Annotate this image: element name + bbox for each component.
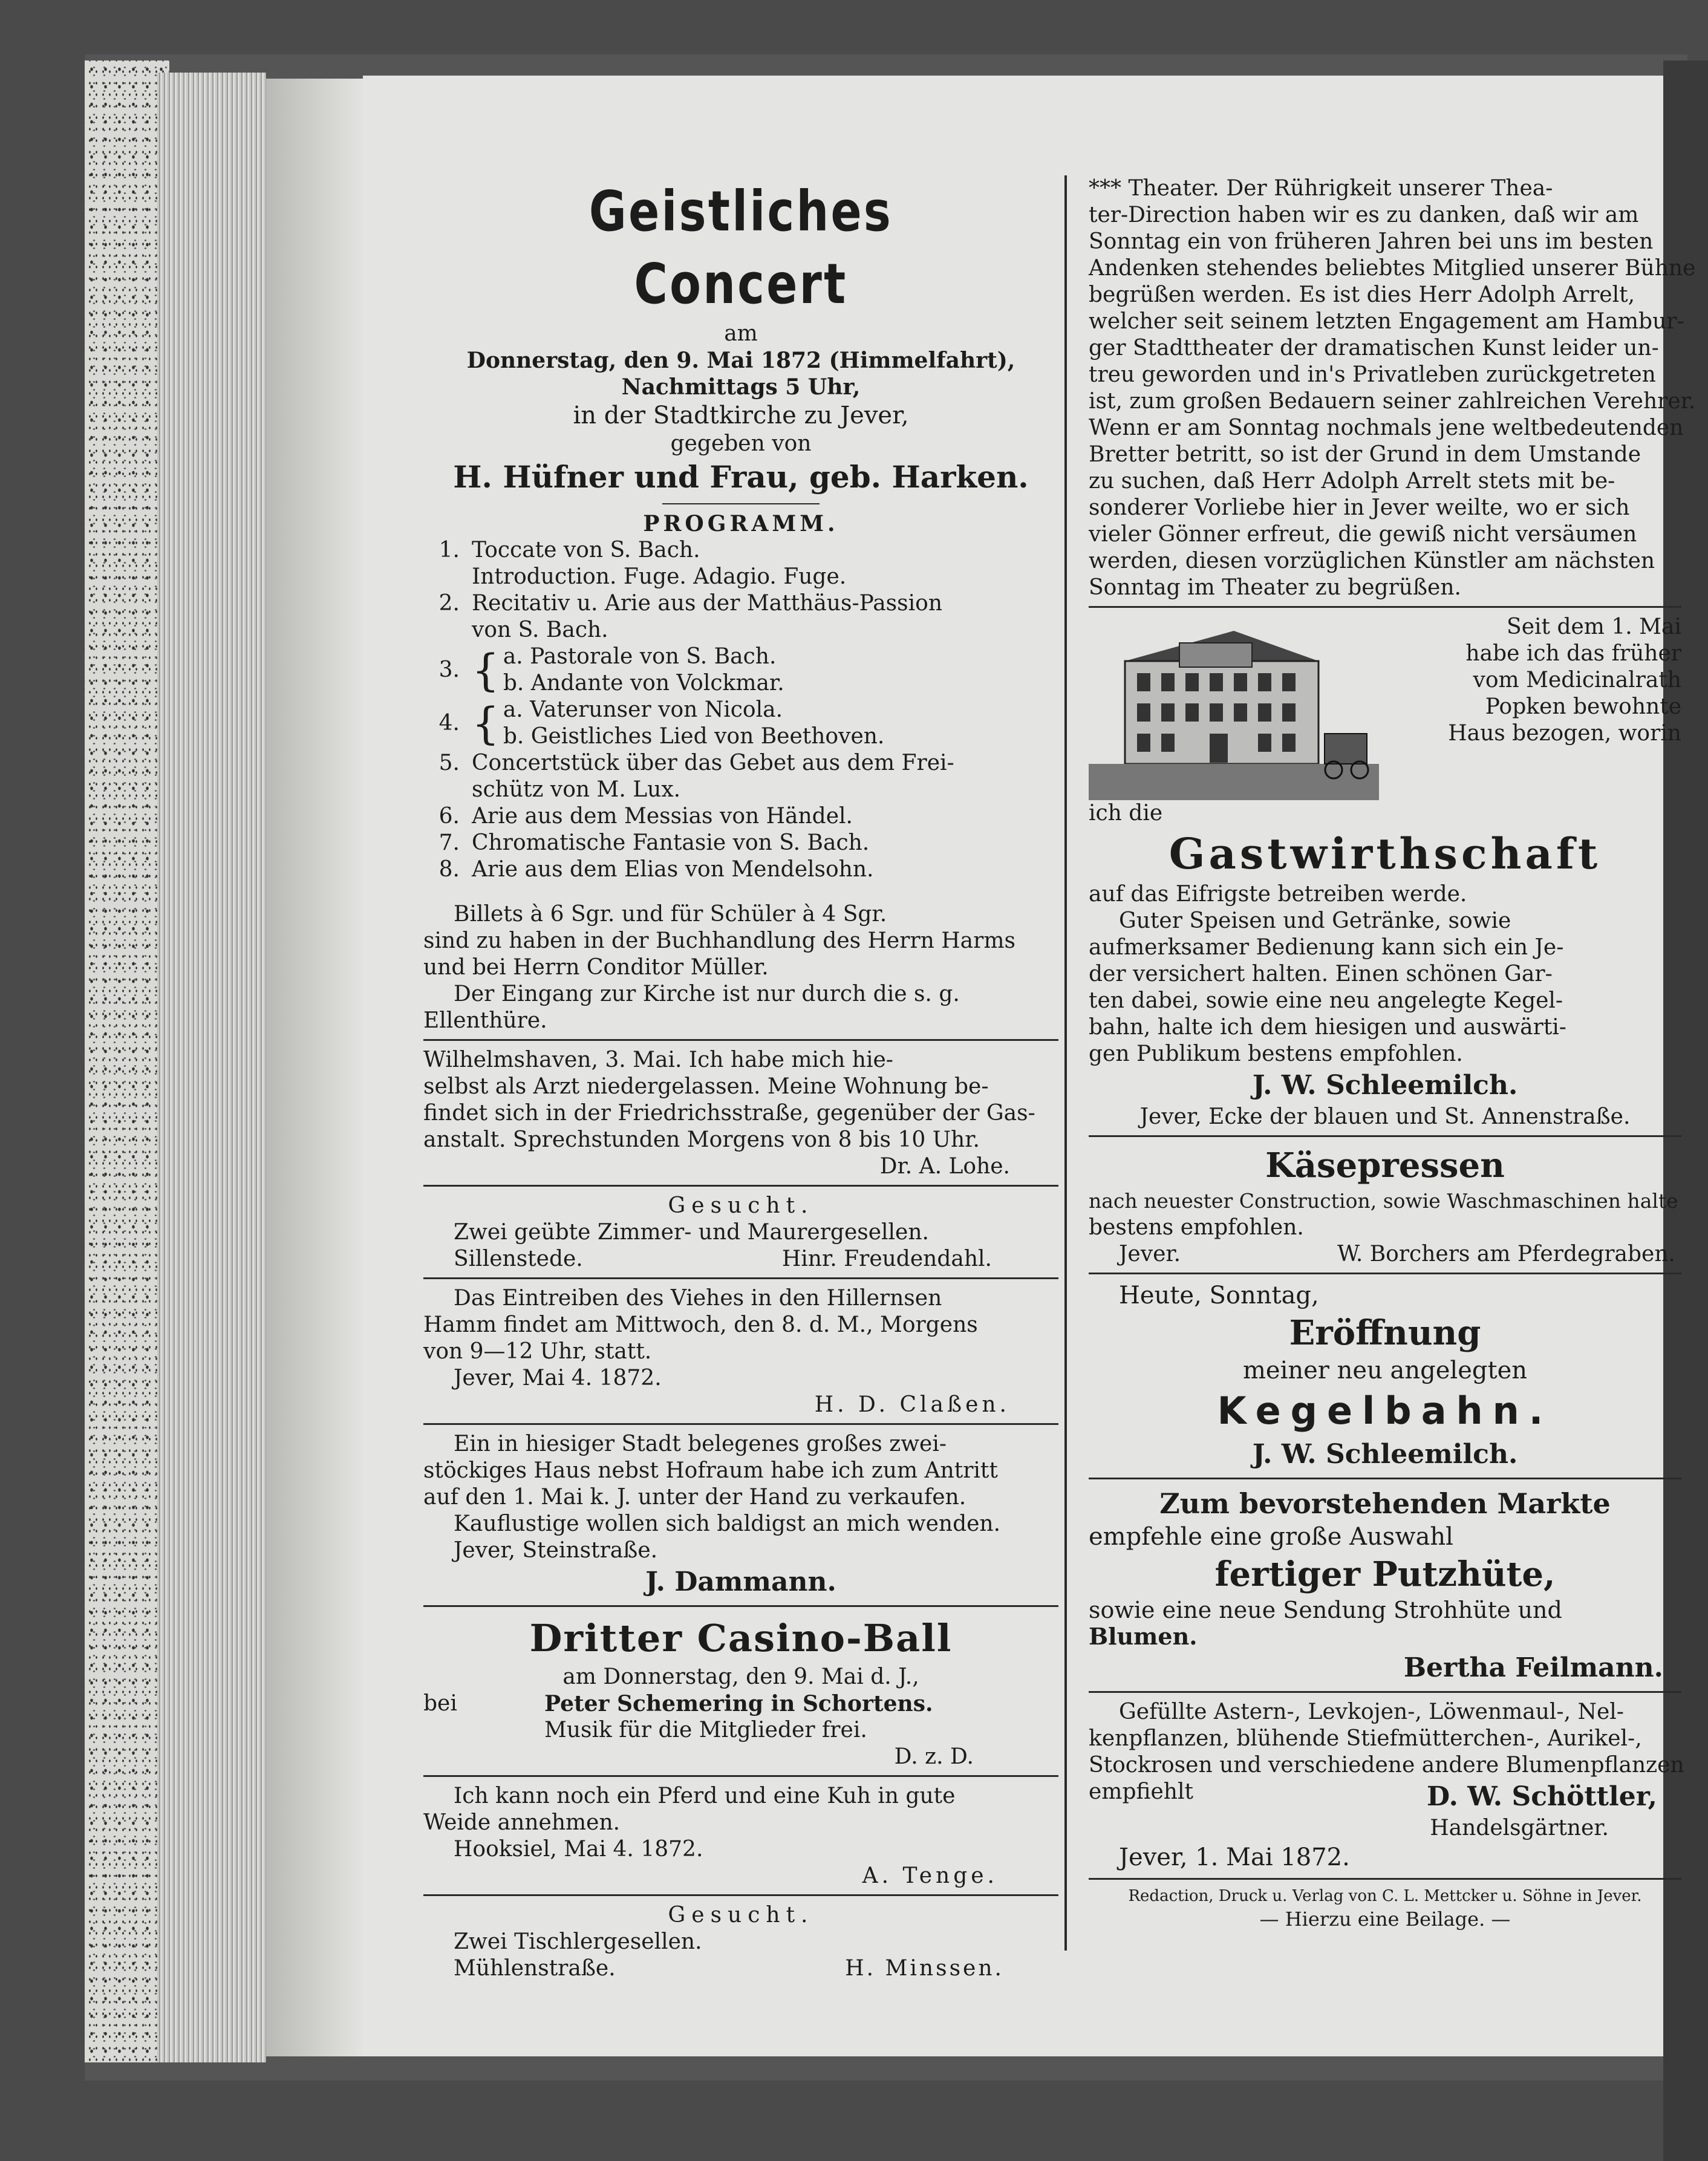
short-rule — [662, 503, 820, 504]
text-line: begrüßen werden. Es ist dies Herr Adolph Arrelt, — [1089, 282, 1635, 307]
tickets-line: sind zu haben in der Buchhandlung des Herrn Harms — [423, 928, 1015, 953]
text-line — [1089, 1241, 1681, 1268]
text-line: Ein in hiesiger Stadt belegenes großes zwei- — [454, 1432, 947, 1456]
text-line: stöckiges Haus nebst Hofraum habe ich zum Antritt — [423, 1458, 998, 1483]
text-line: Heute, Sonntag, — [1119, 1282, 1319, 1309]
section-rule — [423, 1039, 1058, 1041]
text-line: Weide annehmen. — [423, 1810, 621, 1835]
signature: J. Dammann. — [645, 1566, 836, 1597]
program-list — [423, 537, 1058, 883]
program-line: Arie aus dem Elias von Mendelsohn. — [472, 857, 874, 882]
text-line: treu geworden und in's Privatleben zurückgetreten — [1089, 362, 1656, 387]
program-item — [423, 537, 1058, 590]
kegelbahn-ad — [1089, 1280, 1681, 1473]
text-line: Sonntag ein von früheren Jahren bei uns im besten — [1089, 229, 1654, 254]
hotel-illustration — [1089, 619, 1379, 800]
concert-am: am — [724, 321, 758, 346]
program-num: 1. — [438, 538, 460, 562]
ball-venue: Peter Schemering in Schortens. — [544, 1691, 933, 1716]
tickets-line: und bei Herrn Conditor Müller. — [423, 955, 769, 980]
signature: Bertha Feilmann. — [1403, 1652, 1663, 1683]
program-item — [423, 830, 1058, 856]
concert-performers: H. Hüfner und Frau, geb. Harken. — [453, 459, 1029, 495]
page-edges — [157, 73, 266, 2062]
text-line: ger Stadttheater der dramatischen Kunst leider un- — [1089, 336, 1659, 360]
program-line: Concertstück über das Gebet aus dem Frei- — [472, 751, 954, 775]
program-item — [423, 856, 1058, 883]
text-line: *** Theater. Der Rührigkeit unserer Thea- — [1089, 176, 1553, 201]
text-line: findet sich in der Friedrichsstraße, gegenüber der Gas- — [423, 1101, 1035, 1126]
text-line: aufmerksamer Bedienung kann sich ein Je- — [1089, 935, 1564, 960]
place: Sillenstede. — [454, 1247, 583, 1271]
text-line: Wilhelmshaven, 3. Mai. Ich habe mich hie- — [423, 1048, 893, 1072]
tickets-line: Billets à 6 Sgr. und für Schüler à 4 Sgr. — [454, 902, 887, 927]
text-line: bahn, halte ich dem hiesigen und auswärti- — [1089, 1015, 1566, 1040]
program-line: Toccate von S. Bach. — [472, 538, 700, 562]
section-rule — [423, 1185, 1058, 1187]
text-line: Andenken stehendes beliebtes Mitglied unserer Bühne — [1089, 256, 1696, 281]
text-line: Bretter betritt, so ist der Grund in dem Umstande — [1089, 442, 1641, 467]
section-rule — [1089, 1878, 1681, 1880]
section-rule — [1089, 606, 1681, 608]
brace-icon: { — [472, 645, 500, 696]
concert-ad — [423, 175, 1058, 1034]
program-num: 3. — [438, 657, 460, 682]
text-line: vieler Gönner erfreut, die gewiß nicht versäumen — [1089, 522, 1637, 547]
concert-title: Geistliches Concert — [588, 179, 893, 316]
text-line: bestens empfohlen. — [1089, 1215, 1304, 1240]
program-num: 4. — [438, 711, 460, 735]
text-line — [423, 1246, 1058, 1273]
text-line: Blumen. — [1089, 1623, 1198, 1650]
program-item — [423, 697, 1058, 750]
signature: J. W. Schleemilch. — [1252, 1439, 1518, 1470]
text-line: Seit dem 1. Mai — [1507, 614, 1681, 639]
text-line: auf das Eifrigste betreiben werde. — [1089, 882, 1467, 907]
signature: Dr. A. Lohe. — [879, 1154, 1010, 1179]
text-line: ich die — [1089, 801, 1163, 826]
blumen-ad — [1089, 1699, 1684, 1842]
gesucht-ad-2 — [423, 1902, 1058, 1982]
entrance-line: Der Eingang zur Kirche ist nur durch die s. g. — [454, 982, 960, 1006]
gastwirthschaft-title: Gastwirthschaft — [1169, 829, 1602, 879]
brace-icon: { — [472, 698, 500, 749]
text-line: gen Publikum bestens empfohlen. — [1089, 1041, 1463, 1066]
ball-date: am Donnerstag, den 9. Mai d. J., — [562, 1664, 919, 1689]
text-line: empfiehlt — [1089, 1779, 1193, 1804]
program-num: 5. — [438, 751, 460, 775]
text-line: welcher seit seinem letzten Engagement am Hambur- — [1089, 309, 1684, 334]
ball-venue-line — [423, 1690, 1058, 1717]
program-num: 7. — [438, 830, 460, 855]
date: Jever, Mai 4. 1872. — [454, 1366, 662, 1390]
program-line: Introduction. Fuge. Adagio. Fuge. — [472, 564, 847, 589]
left-column — [423, 175, 1058, 1982]
putzhuete-title: fertiger Putzhüte, — [1214, 1554, 1556, 1594]
program-num: 6. — [438, 804, 460, 829]
section-rule — [423, 1423, 1058, 1425]
program-item — [423, 644, 1058, 697]
text-line: kenpflanzen, blühende Stiefmütterchen-, Aurikel-, — [1089, 1726, 1642, 1751]
text-line: sowie eine neue Sendung Strohhüte und — [1089, 1597, 1562, 1623]
text-line: ter-Direction haben wir es zu danken, daß wir am — [1089, 203, 1639, 227]
text-line: vom Medicinalrath — [1473, 668, 1681, 693]
program-line: a. Pastorale von S. Bach. — [503, 644, 777, 669]
text-line: der versichert halten. Einen schönen Gar- — [1089, 962, 1553, 986]
markt-ad — [1089, 1485, 1681, 1686]
signature: D. z. D. — [894, 1744, 974, 1769]
kaesepressen-title: Käsepressen — [1265, 1146, 1505, 1185]
text-line: meiner neu angelegten — [1242, 1357, 1528, 1384]
place: Jever. — [1119, 1242, 1181, 1266]
programm-heading: PROGRAMM. — [643, 511, 839, 536]
text-line: Hamm findet am Mittwoch, den 8. d. M., Morgens — [423, 1312, 978, 1337]
gesucht-ad-1 — [423, 1193, 1058, 1273]
signature: D. W. Schöttler, — [1427, 1781, 1657, 1812]
section-rule — [1089, 1135, 1681, 1137]
text-line: Popken bewohnte — [1485, 694, 1681, 719]
concert-place: in der Stadtkirche zu Jever, — [573, 402, 909, 429]
markt-title: Zum bevorstehenden Markte — [1159, 1487, 1611, 1520]
text-line: Stockrosen und verschiedene andere Blumenpflanzen — [1089, 1753, 1684, 1778]
text-line: Kauflustige wollen sich baldigst an mich wenden. — [454, 1511, 1001, 1536]
gastwirthschaft-ad — [1089, 614, 1681, 1130]
text-line: Ich kann noch ein Pferd und eine Kuh in gute — [454, 1784, 956, 1808]
vieh-ad — [423, 1285, 1058, 1418]
signature: A. Tenge. — [862, 1863, 998, 1888]
text-line: Jever, Steinstraße. — [454, 1538, 658, 1563]
ad-heading: Gesucht. — [668, 1903, 814, 1928]
program-line: von S. Bach. — [472, 618, 608, 642]
program-num: 2. — [438, 591, 460, 616]
theater-notice — [1089, 175, 1696, 601]
ball-music: Musik für die Mitglieder frei. — [544, 1718, 867, 1742]
program-line: a. Vaterunser von Nicola. — [503, 697, 783, 722]
text-line: Gefüllte Astern-, Levkojen-, Löwenmaul-, Nel- — [1119, 1700, 1624, 1724]
section-rule — [423, 1894, 1058, 1896]
page-footer — [1089, 1842, 1681, 1932]
place: Mühlenstraße. — [454, 1956, 616, 1981]
casino-ball-ad — [423, 1613, 1058, 1770]
program-item — [423, 803, 1058, 830]
book-speckled-edge — [85, 60, 169, 2062]
program-line: Chromatische Fantasie von S. Bach. — [472, 830, 870, 855]
section-rule — [1089, 1691, 1681, 1693]
concert-date: Donnerstag, den 9. Mai 1872 (Himmelfahrt), — [466, 348, 1015, 373]
text-line: Sonntag im Theater zu begrüßen. — [1089, 575, 1461, 600]
entrance-line: Ellenthüre. — [423, 1008, 547, 1033]
program-line: b. Andante von Volckmar. — [503, 671, 784, 696]
right-column — [1089, 175, 1696, 1932]
program-item — [423, 750, 1058, 803]
section-rule — [1089, 1478, 1681, 1479]
text-line: zu suchen, daß Herr Adolph Arrelt stets mit be- — [1089, 469, 1615, 494]
section-rule — [1089, 1273, 1681, 1274]
text-line: ten dabei, sowie eine neu angelegte Kegel- — [1089, 988, 1563, 1013]
date: Jever, 1. Mai 1872. — [1119, 1843, 1350, 1871]
date: Hooksiel, Mai 4. 1872. — [454, 1837, 703, 1862]
concert-given-by: gegeben von — [670, 431, 812, 456]
haus-ad — [423, 1431, 1058, 1600]
text-line: auf den 1. Mai k. J. unter der Hand zu verkaufen. — [423, 1485, 966, 1510]
signature: J. W. Schleemilch. — [1252, 1070, 1518, 1101]
text-line: anstalt. Sprechstunden Morgens von 8 bis 10 Uhr. — [423, 1127, 980, 1152]
title: Handelsgärtner. — [1430, 1816, 1609, 1840]
text-line: Zwei geübte Zimmer- und Maurergesellen. — [454, 1220, 929, 1245]
signature: Hinr. Freudendahl. — [781, 1247, 992, 1271]
signature: W. Borchers am Pferdegraben. — [1337, 1242, 1675, 1266]
arzt-ad — [423, 1047, 1058, 1180]
section-rule — [423, 1277, 1058, 1279]
text-line: werden, diesen vorzüglichen Künstler am nächsten — [1089, 549, 1655, 573]
text-line: ist, zum großen Bedauern seiner zahlreichen Verehrer. — [1089, 389, 1696, 414]
eroeffnung-title: Eröffnung — [1289, 1313, 1481, 1353]
ball-bei: bei — [423, 1691, 457, 1716]
text-line: Zwei Tischlergesellen. — [454, 1929, 702, 1954]
program-line: schütz von M. Lux. — [472, 777, 681, 802]
text-line: Das Eintreiben des Viehes in den Hillernsen — [454, 1286, 942, 1311]
text-line: habe ich das früher — [1465, 641, 1681, 666]
section-rule — [423, 1775, 1058, 1777]
text-line — [423, 1955, 1058, 1982]
address: Jever, Ecke der blauen und St. Annenstraße. — [1139, 1104, 1631, 1129]
kaesepressen-ad — [1089, 1143, 1681, 1268]
program-line: Arie aus dem Messias von Händel. — [472, 804, 853, 829]
page-gutter — [266, 79, 363, 2056]
program-line: b. Geistliches Lied von Beethoven. — [503, 724, 885, 749]
text-line: empfehle eine große Auswahl — [1089, 1523, 1453, 1551]
program-line: Recitativ u. Arie aus der Matthäus-Passion — [472, 591, 943, 616]
text-line: von 9—12 Uhr, statt. — [423, 1339, 652, 1364]
column-divider — [1064, 175, 1067, 1951]
text-line: nach neuester Construction, sowie Waschmaschinen halte — [1089, 1189, 1678, 1213]
section-rule — [423, 1605, 1058, 1607]
text-line: Haus bezogen, worin — [1448, 721, 1681, 746]
signature: H. Minssen. — [845, 1956, 1004, 1981]
beilage-note: — Hierzu eine Beilage. — — [1259, 1908, 1511, 1931]
kegelbahn-title: Kegelbahn. — [1217, 1389, 1553, 1433]
program-num: 8. — [438, 857, 460, 882]
ad-heading: Gesucht. — [668, 1193, 814, 1218]
text-line: selbst als Arzt niedergelassen. Meine Wohnung be- — [423, 1074, 989, 1099]
text-line: sonderer Vorliebe hier in Jever weilte, wo er sich — [1089, 495, 1630, 520]
ball-title: Dritter Casino-Ball — [529, 1616, 953, 1660]
concert-time: Nachmittags 5 Uhr, — [621, 374, 861, 400]
imprint: Redaction, Druck u. Verlag von C. L. Mettcker u. Söhne in Jever. — [1128, 1887, 1642, 1905]
pferd-ad — [423, 1783, 1058, 1889]
program-item — [423, 590, 1058, 644]
text-line: Guter Speisen und Getränke, sowie — [1119, 908, 1511, 933]
signature: H. D. Claßen. — [814, 1392, 1010, 1417]
text-line: Wenn er am Sonntag nochmals jene weltbedeutenden — [1089, 416, 1684, 440]
